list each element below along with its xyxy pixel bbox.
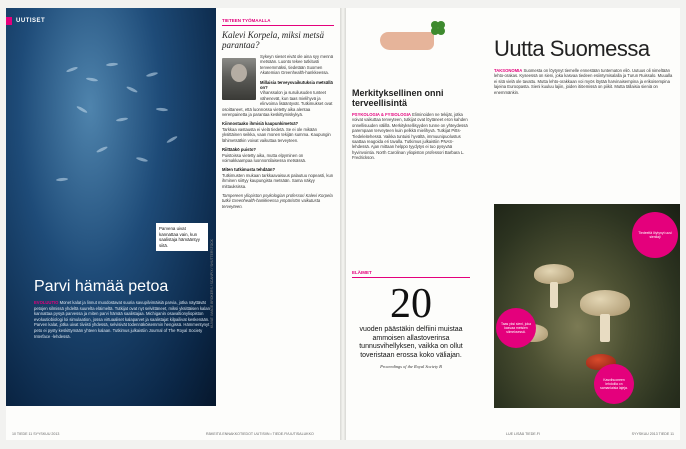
question: Kiinnostaako ihmisiä kaupunkimetsä?	[222, 121, 299, 127]
lead-paragraph	[34, 300, 210, 339]
quote-tag: ELÄIMET	[352, 270, 470, 278]
quote-text: vuoden päästäkin delfiini muistaa ammoisen allastoverinsa tunnusvihellyksen, vaikka on ollut toveristaan erossa koko väliajan.	[359, 326, 463, 359]
sidebar-intro: Sykeyn sieset eivät ole aina syy mennä metsään. Luonto tekee tutkitusti terveemmäksi, tiedetään Suomen Akatemian Greenhealth-hankkeessa.	[260, 54, 334, 76]
photo-caption: Parvena uivat kannattaa vain, kun saalistaja hämääntyy siitä.	[156, 223, 208, 251]
mushroom-photo	[494, 204, 680, 408]
sidebar-intro-block	[222, 54, 334, 76]
mushroom-cap	[534, 264, 574, 284]
fish-shape	[76, 105, 88, 114]
article-body-block	[352, 112, 470, 161]
fish-shape	[106, 62, 118, 66]
uutta-body-block	[494, 68, 674, 95]
left-column	[352, 8, 476, 440]
fish-shape	[96, 146, 108, 154]
portrait-photo	[222, 58, 256, 100]
fish-shape	[146, 71, 158, 77]
footer-mid-text: LUE LISÄÄ TIEDE.FI	[506, 432, 540, 436]
quote-citation: Proceedings of the Royal Society B	[380, 364, 442, 370]
sidebar-tag: TIETEEN TYÖMAALLA	[222, 8, 334, 26]
lead-text: Monet kalat ja linnut muodostavat suuria savupilvimäisiä parvia, jotka näyttävät petojen silmissä yhdeltä suurelta eläimeltä. Tutkijat ovat nyt selvittäneet, miksi yksittäisen kalan kannattaa pysyä parvessa ja miten parvi hämää saalistajaa. Michiganin osavaltionyliopiston evoluutiobiologi loi simulaation, jossa virtuaaliset kalaparvet ja saalistajat kilpailivat keskenään. Parven kalat, jotka uivat tiiviisti yhdessä, selvisivät todennäköisemmin hengissä. Hämmentynyt peto ei pysty keskittymään yhteen kalaan. Tutkimus julkaistiin Journal of The Royal Society Interface -lehdessä.	[34, 300, 210, 339]
question: Riittääkö puisto?	[222, 147, 256, 153]
question: Miten tutkimusta tehdään?	[222, 167, 276, 173]
mushroom-stem	[600, 314, 610, 342]
sidebar-title: Kalevi Korpela, miksi metsä parantaa?	[222, 30, 324, 50]
qa-3	[222, 147, 334, 163]
lead-kicker: EVOLUUTIO	[34, 300, 59, 305]
section-tag-bar	[6, 17, 12, 25]
quote-number: 20	[390, 281, 432, 327]
fish-shape	[126, 86, 138, 94]
photo-credit: KUVAT: IMAGE BROKERS / SCANPIX / SHUTTERSTOCK	[210, 239, 214, 328]
sidebar-footnote: Tampereen yliopiston psykologian professori Kalevi Korpela tutkii Greenhealth-hankkeessa ympäristön vaikutusta terveyteen.	[222, 192, 333, 209]
question: Millaisia terveysvaikutuksia metsällä on?	[260, 79, 333, 91]
article-kicker: PSYKOLOGIA & FYSIOLOGIA	[352, 112, 411, 117]
uutta-kicker: TAKSONOMIA	[494, 68, 523, 73]
fish-shape	[86, 77, 98, 82]
answer: Puistoissa vietetty aika, mutta elpyminen on voimakkaampaa luonnontilaisessa metsässä.	[222, 152, 307, 163]
hand-clover-photo	[352, 8, 472, 78]
footer-page-number: SYYSKUU 2013 TIEDE 11	[631, 432, 674, 436]
qa-4	[222, 167, 334, 189]
fish-shape	[66, 66, 78, 73]
fish-shape	[56, 177, 68, 181]
quote-box	[352, 270, 470, 369]
article-body: Eliminoiden ne tekijät, jotka voivat vaikuttaa terveyteen, tutkijat ovat löytäneet eron kahden onnellisuuden välillä. Merkityksellisyyden tunne on yhteydessä parempaan terveyteen kuin pelkkä mielihyvä. Tutkijat Pitts-Tiedeleitehessä. Vaikka tuntuisi hyvältä, immuunipuolustus saattaa reagoida eri tavalla. Tutkimus julkaistiin PNAS-lehdessä. Ajan mittaan helppo tyydytys ei tuo pysyvää hyvinvointia. North Carolinan yliopiston professori Barbara L. Fredrickson.	[352, 112, 468, 161]
info-bubble: Taas yksi sieni, joka kasvaa metsien siimeksessä.	[496, 308, 536, 348]
hand-shape	[380, 32, 434, 50]
article-title: Merkityksellinen onni terveellisintä	[352, 88, 444, 108]
fish-shape	[136, 156, 148, 162]
fish-school-photo	[6, 8, 216, 406]
right-page	[346, 8, 680, 440]
footer-page-number: 10 TIEDE 11 SYYSKUU 2013	[12, 432, 60, 436]
info-bubble: Tiedeeltä löytynyt uusi sienilaji	[632, 212, 678, 258]
footer-center-text: RÄKEITÄ ENNAKKOTIEDOT UUTISIIN • TIEDE.FI/UUTISALUKKO	[206, 432, 314, 436]
qa-2	[222, 121, 334, 143]
sidebar-interview	[222, 8, 334, 406]
clover-icon	[430, 20, 446, 36]
mushroom-stem	[550, 282, 558, 308]
uutta-body: Suomesta on löytynyt tiemelle ennestään tuntematon eliö. Uutuus oli nimeltään lehto-orakas. Kyseessä on sieni, joka kasvaa tiedeen esiintymisalalla ja Turun Ruissalo. Muualla ei sitä vielä ole tavattu. Mutta lehto-orakkaan voi myös löytää harvinaisempina ja erikoisempina lajeina Euroopasta. Sieni kuuluu lajiin, joiden itiöemissä on piikit. Mutta tällaisia sieniä on enemmänkin.	[494, 68, 673, 95]
headline: Parvi hämää petoa	[34, 278, 169, 295]
info-bubble: Kasvihuoneen lehdoilla on samanlaisia lajeja.	[594, 364, 634, 404]
uutta-title: Uutta Suomessa	[494, 36, 650, 61]
fish-shape	[156, 107, 168, 111]
section-tag: UUTISET	[16, 18, 46, 24]
answer: Tutkimusten mukaan tarkkaavaisuus palautuu nopeasti, kun ihminen siirtyy kaupungista metsään. Sama näkyy mittauksissa.	[222, 172, 334, 189]
mushroom-cap	[580, 290, 630, 316]
left-page	[6, 8, 340, 440]
answer: Tarkkaa vastausta ei vielä tiedetä. Se ei ole mikään yksittäinen seikka, vaan monen tekijän summa. Kaupungin lähimetsätkin voivat vaikuttaa terveyteen.	[222, 126, 331, 143]
answer: Vihanssalon ja suruilusuden tunteet vähenevät, kun taas mielihyvä ja elinvoima lisääntyvät. Tutkimukset ovat osoittaneet, että luonnossa vietetty aika alentaa verenpainetta ja parantaa keskittymiskykyä.	[222, 90, 333, 118]
fish-shape	[116, 117, 128, 122]
fish-shape	[166, 135, 178, 144]
